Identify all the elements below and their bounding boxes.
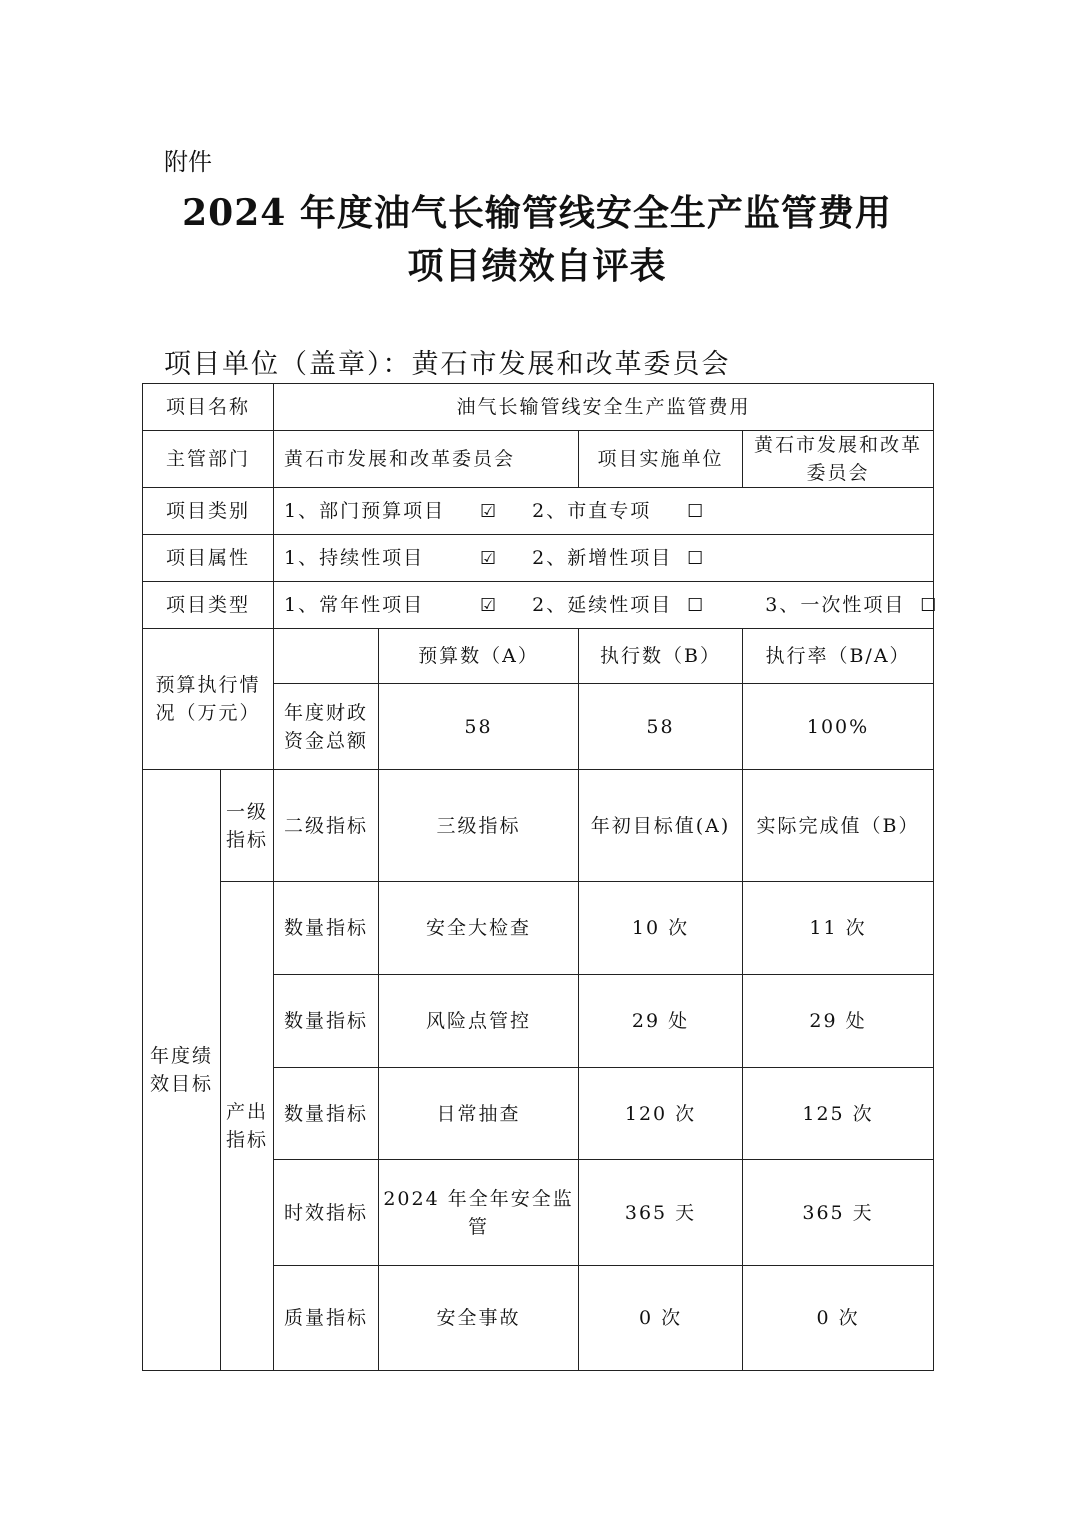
target-cell: 365 天	[579, 1160, 743, 1266]
type-options	[274, 582, 937, 629]
exec-value: 58	[579, 684, 743, 770]
category-option-label: 2、市直专项	[532, 499, 652, 522]
unchecked-box-icon: ☐	[687, 594, 704, 616]
document-title-line2: 项目绩效自评表	[407, 245, 667, 287]
budget-value: 58	[379, 684, 579, 770]
level2-cell: 时效指标	[274, 1160, 379, 1266]
level3-cell: 安全事故	[379, 1266, 579, 1371]
project-name-label: 项目名称	[143, 384, 274, 431]
level3-header: 三级指标	[379, 770, 579, 882]
actual-header: 实际完成值（B）	[743, 770, 934, 882]
category-option-label: 1、部门预算项目	[284, 499, 446, 522]
type-option-label: 3、一次性项目	[765, 593, 906, 616]
target-cell: 120 次	[579, 1068, 743, 1160]
impl-unit-value: 黄石市发展和改革委员会	[743, 431, 934, 488]
actual-cell: 29 处	[743, 975, 934, 1068]
rate-value: 100%	[743, 684, 934, 770]
attribute-label: 项目属性	[143, 535, 274, 582]
unchecked-box-icon: ☐	[920, 594, 937, 616]
category-label: 项目类别	[143, 488, 274, 535]
attribute-option-label: 1、持续性项目	[284, 546, 425, 569]
budget-col-header: 预算数（A）	[379, 629, 579, 684]
target-header: 年初目标值(A)	[579, 770, 743, 882]
attribute-options	[274, 535, 934, 582]
type-label: 项目类型	[143, 582, 274, 629]
table-row	[143, 882, 934, 975]
unchecked-box-icon: ☐	[687, 547, 704, 569]
type-option-label: 1、常年性项目	[284, 593, 425, 616]
level3-cell: 安全大检查	[379, 882, 579, 975]
level2-cell: 数量指标	[274, 882, 379, 975]
level2-cell: 质量指标	[274, 1266, 379, 1371]
target-cell: 10 次	[579, 882, 743, 975]
dept-value: 黄石市发展和改革委员会	[274, 431, 579, 488]
rate-col-header: 执行率（B/A）	[743, 629, 934, 684]
checked-box-icon: ☑	[480, 500, 497, 522]
budget-header-blank	[274, 629, 379, 684]
budget-execution-label: 预算执行情况（万元）	[143, 629, 274, 770]
category-options	[274, 488, 934, 535]
actual-cell: 0 次	[743, 1266, 934, 1371]
annual-performance-label: 年度绩效目标	[143, 770, 221, 1371]
level3-cell: 日常抽查	[379, 1068, 579, 1160]
impl-unit-label: 项目实施单位	[579, 431, 743, 488]
actual-cell: 125 次	[743, 1068, 934, 1160]
level2-header: 二级指标	[274, 770, 379, 882]
attachment-label: 附件	[164, 148, 212, 176]
exec-col-header: 执行数（B）	[579, 629, 743, 684]
type-option-label: 2、延续性项目	[532, 593, 673, 616]
level2-cell: 数量指标	[274, 1068, 379, 1160]
attribute-option-label: 2、新增性项目	[532, 546, 673, 569]
level2-cell: 数量指标	[274, 975, 379, 1068]
project-name-value: 油气长输管线安全生产监管费用	[274, 384, 934, 431]
level1-header: 一级指标	[221, 770, 274, 882]
level3-cell: 2024 年全年安全监管	[379, 1160, 579, 1266]
level3-cell: 风险点管控	[379, 975, 579, 1068]
output-indicator-label: 产出指标	[221, 882, 274, 1371]
checked-box-icon: ☑	[480, 594, 497, 616]
dept-label: 主管部门	[143, 431, 274, 488]
actual-cell: 11 次	[743, 882, 934, 975]
unchecked-box-icon: ☐	[687, 500, 704, 522]
project-unit-line: 项目单位（盖章）：黄石市发展和改革委员会	[164, 349, 731, 380]
document-title-line1: 2024 年度油气长输管线安全生产监管费用	[182, 192, 892, 234]
checked-box-icon: ☑	[480, 547, 497, 569]
performance-self-evaluation-table	[142, 383, 937, 1371]
annual-funds-label: 年度财政资金总额	[274, 684, 379, 770]
actual-cell: 365 天	[743, 1160, 934, 1266]
target-cell: 29 处	[579, 975, 743, 1068]
target-cell: 0 次	[579, 1266, 743, 1371]
